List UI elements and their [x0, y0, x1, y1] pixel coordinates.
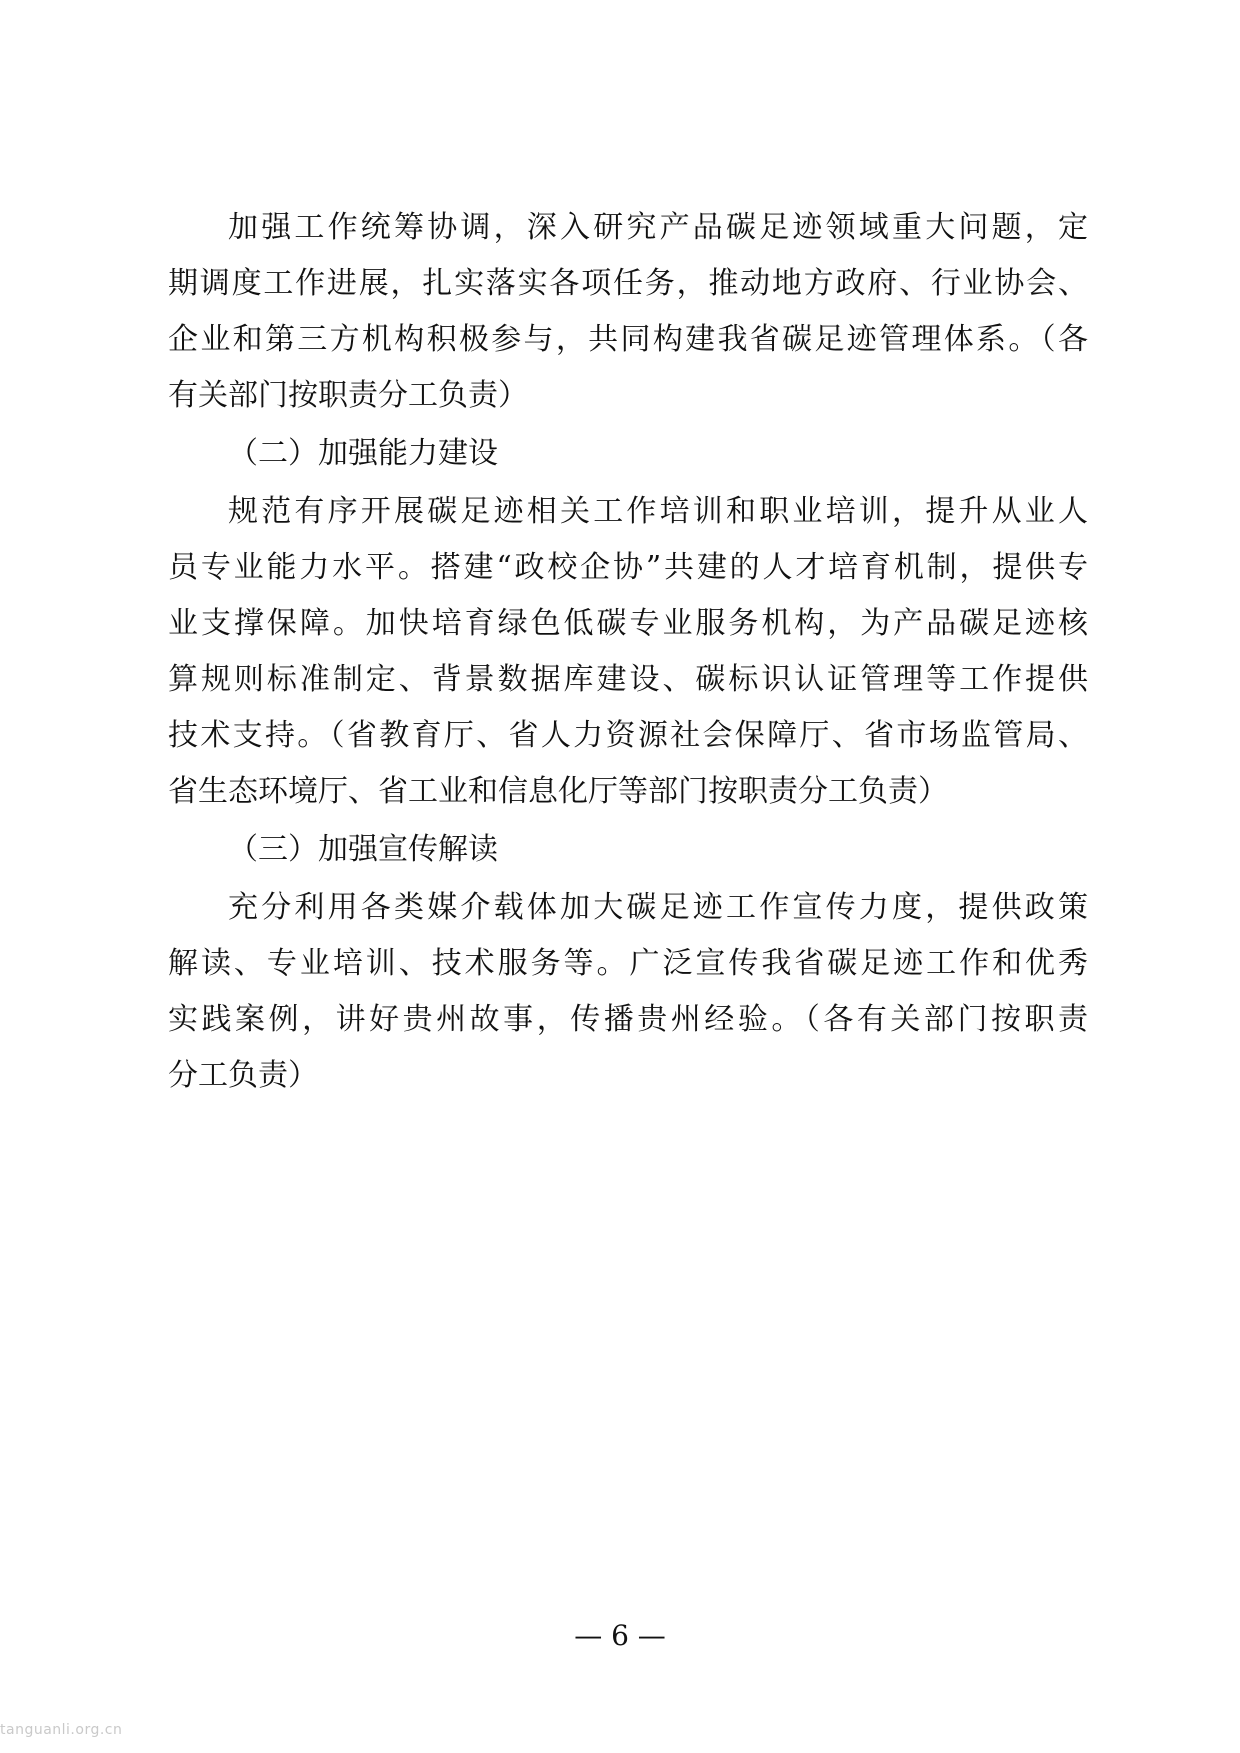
watermark: tanguanli.org.cn — [0, 1722, 123, 1738]
paragraph-3-line-1: 充分利用各类媒介载体加大碳足迹工作宣传力度，提供政策 — [228, 890, 1088, 925]
paragraph-1-line-3: 企业和第三方机构积极参与，共同构建我省碳足迹管理体系。（各 — [168, 322, 1088, 357]
paragraph-3-line-4: 分工负责） — [168, 1058, 318, 1093]
paragraph-1-line-4: 有关部门按职责分工负责） — [168, 378, 528, 413]
paragraph-2-line-3: 业支撑保障。加快培育绿色低碳专业服务机构，为产品碳足迹核 — [168, 606, 1088, 641]
paragraph-3-line-2: 解读、专业培训、技术服务等。广泛宣传我省碳足迹工作和优秀 — [168, 946, 1088, 981]
paragraph-2-line-6: 省生态环境厅、省工业和信息化厅等部门按职责分工负责） — [168, 774, 948, 809]
section-heading-3: （三）加强宣传解读 — [228, 832, 498, 867]
page-number: — 6 — — [574, 1619, 666, 1652]
paragraph-2-line-5: 技术支持。（省教育厅、省人力资源社会保障厅、省市场监管局、 — [168, 718, 1088, 753]
paragraph-2-line-1: 规范有序开展碳足迹相关工作培训和职业培训，提升从业人 — [228, 494, 1088, 529]
paragraph-1-line-1: 加强工作统筹协调，深入研究产品碳足迹领域重大问题，定 — [228, 210, 1088, 245]
paragraph-1-line-2: 期调度工作进展，扎实落实各项任务，推动地方政府、行业协会、 — [168, 266, 1088, 301]
paragraph-3-line-3: 实践案例，讲好贵州故事，传播贵州经验。（各有关部门按职责 — [168, 1002, 1088, 1037]
section-heading-2: （二）加强能力建设 — [228, 436, 498, 471]
paragraph-2-line-2: 员专业能力水平。搭建“政校企协”共建的人才培育机制，提供专 — [168, 550, 1088, 585]
paragraph-2-line-4: 算规则标准制定、背景数据库建设、碳标识认证管理等工作提供 — [168, 662, 1088, 697]
